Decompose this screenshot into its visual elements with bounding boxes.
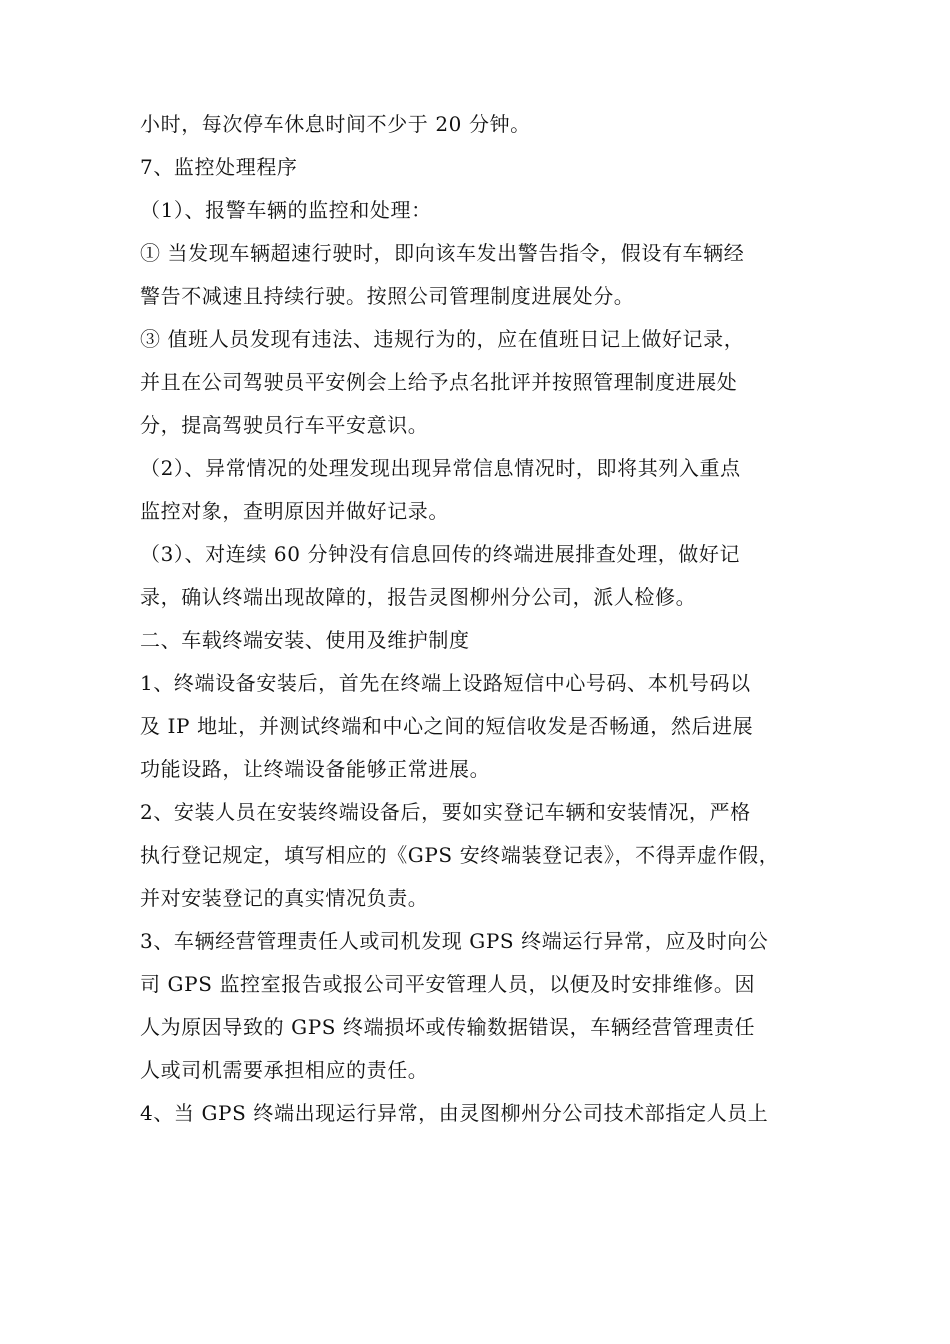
subsection-heading: （1）、报警车辆的监控和处理： [140, 198, 432, 222]
text-line: （3）、对连续 60 分钟没有信息回传的终端进展排查处理，做好记 [140, 542, 741, 566]
text-line: 分，提高驾驶员行车平安意识。 [140, 413, 429, 437]
text-line: 3、车辆经营管理责任人或司机发现 GPS 终端运行异常，应及时向公 [140, 929, 769, 953]
text-line: 并且在公司驾驶员平安例会上给予点名批评并按照管理制度进展处 [140, 370, 738, 394]
text-line: 人为原因导致的 GPS 终端损坏或传输数据错误，车辆经营管理责任 [140, 1015, 756, 1039]
text-line: 司 GPS 监控室报告或报公司平安管理人员，以便及时安排维修。因 [140, 972, 756, 996]
document-body [140, 103, 830, 1135]
text-line: 并对安装登记的真实情况负责。 [140, 886, 429, 910]
section-heading: 7、监控处理程序 [140, 155, 298, 179]
text-line: ③ 值班人员发现有违法、违规行为的，应在值班日记上做好记录， [140, 327, 745, 351]
text-line: 人或司机需要承担相应的责任。 [140, 1058, 429, 1082]
text-line: 小时，每次停车休息时间不少于 20 分钟。 [140, 112, 531, 136]
text-line: 警告不减速且持续行驶。按照公司管理制度进展处分。 [140, 284, 635, 308]
text-line: 监控对象，查明原因并做好记录。 [140, 499, 449, 523]
text-line: （2）、异常情况的处理发现出现异常信息情况时，即将其列入重点 [140, 456, 741, 480]
text-line: 4、当 GPS 终端出现运行异常，由灵图柳州分公司技术部指定人员上 [140, 1101, 769, 1125]
text-line: 2、安装人员在安装终端设备后，要如实登记车辆和安装情况，严格 [140, 800, 751, 824]
text-line: 及 IP 地址，并测试终端和中心之间的短信收发是否畅通，然后进展 [140, 714, 754, 738]
text-line: 录，确认终端出现故障的，报告灵图柳州分公司，派人检修。 [140, 585, 697, 609]
text-line: 1、终端设备安装后，首先在终端上设路短信中心号码、本机号码以 [140, 671, 751, 695]
text-line: ① 当发现车辆超速行驶时，即向该车发出警告指令，假设有车辆经 [140, 241, 745, 265]
text-line: 执行登记规定，填写相应的《GPS 安终端装登记表》，不得弄虚作假， [140, 843, 780, 867]
section-heading: 二、车载终端安装、使用及维护制度 [140, 628, 470, 652]
text-line: 功能设路，让终端设备能够正常进展。 [140, 757, 491, 781]
